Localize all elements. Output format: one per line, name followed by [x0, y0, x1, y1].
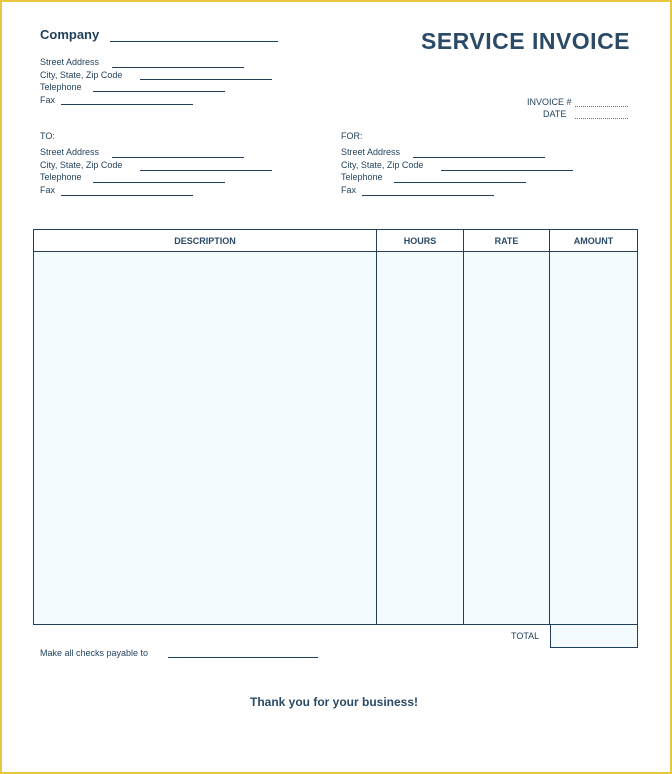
rate-cell[interactable] — [464, 252, 550, 625]
for-fax-label: Fax — [341, 185, 357, 195]
for-city-label: City, State, Zip Code — [341, 160, 424, 170]
invoice-page — [2, 2, 670, 772]
table-header-row — [34, 230, 638, 252]
sender-fax-line[interactable] — [61, 104, 193, 105]
to-label: TO: — [40, 131, 55, 141]
thank-you-message: Thank you for your business! — [250, 695, 419, 709]
payable-to-line[interactable] — [168, 657, 318, 658]
to-fax-label: Fax — [40, 185, 56, 195]
for-street-label: Street Address — [341, 147, 401, 157]
to-street-line[interactable] — [112, 157, 244, 158]
total-label: TOTAL — [511, 631, 540, 641]
to-telephone-label: Telephone — [40, 172, 82, 182]
date-line[interactable] — [575, 118, 628, 119]
to-telephone-line[interactable] — [93, 182, 225, 183]
sender-fax-label: Fax — [40, 95, 56, 105]
sender-street-line[interactable] — [112, 67, 244, 68]
sender-city-line[interactable] — [140, 79, 272, 80]
invoice-number-label: INVOICE # — [527, 97, 572, 107]
sender-telephone-line[interactable] — [93, 91, 225, 92]
for-label: FOR: — [341, 131, 363, 141]
items-table — [33, 229, 638, 625]
for-city-line[interactable] — [441, 170, 573, 171]
invoice-title: SERVICE INVOICE — [421, 28, 631, 54]
to-city-line[interactable] — [140, 170, 272, 171]
sender-city-label: City, State, Zip Code — [40, 70, 123, 80]
hours-cell[interactable] — [377, 252, 464, 625]
to-fax-line[interactable] — [61, 195, 193, 196]
invoice-number-line[interactable] — [575, 106, 628, 107]
payable-to-label: Make all checks payable to — [40, 648, 149, 658]
for-telephone-label: Telephone — [341, 172, 383, 182]
for-fax-line[interactable] — [362, 195, 494, 196]
column-header-amount: AMOUNT — [550, 230, 638, 252]
for-telephone-line[interactable] — [394, 182, 526, 183]
company-label: Company — [40, 27, 100, 42]
table-body-row — [34, 252, 638, 625]
column-header-hours: HOURS — [377, 230, 464, 252]
for-street-line[interactable] — [413, 157, 545, 158]
to-city-label: City, State, Zip Code — [40, 160, 123, 170]
column-header-rate: RATE — [464, 230, 550, 252]
company-name-line[interactable] — [110, 41, 278, 42]
description-cell[interactable] — [34, 252, 377, 625]
column-header-description: DESCRIPTION — [34, 230, 377, 252]
to-street-label: Street Address — [40, 147, 100, 157]
amount-cell[interactable] — [550, 252, 638, 625]
sender-telephone-label: Telephone — [40, 82, 82, 92]
sender-street-label: Street Address — [40, 57, 100, 67]
total-amount-cell[interactable] — [550, 625, 638, 648]
date-label: DATE — [543, 109, 567, 119]
